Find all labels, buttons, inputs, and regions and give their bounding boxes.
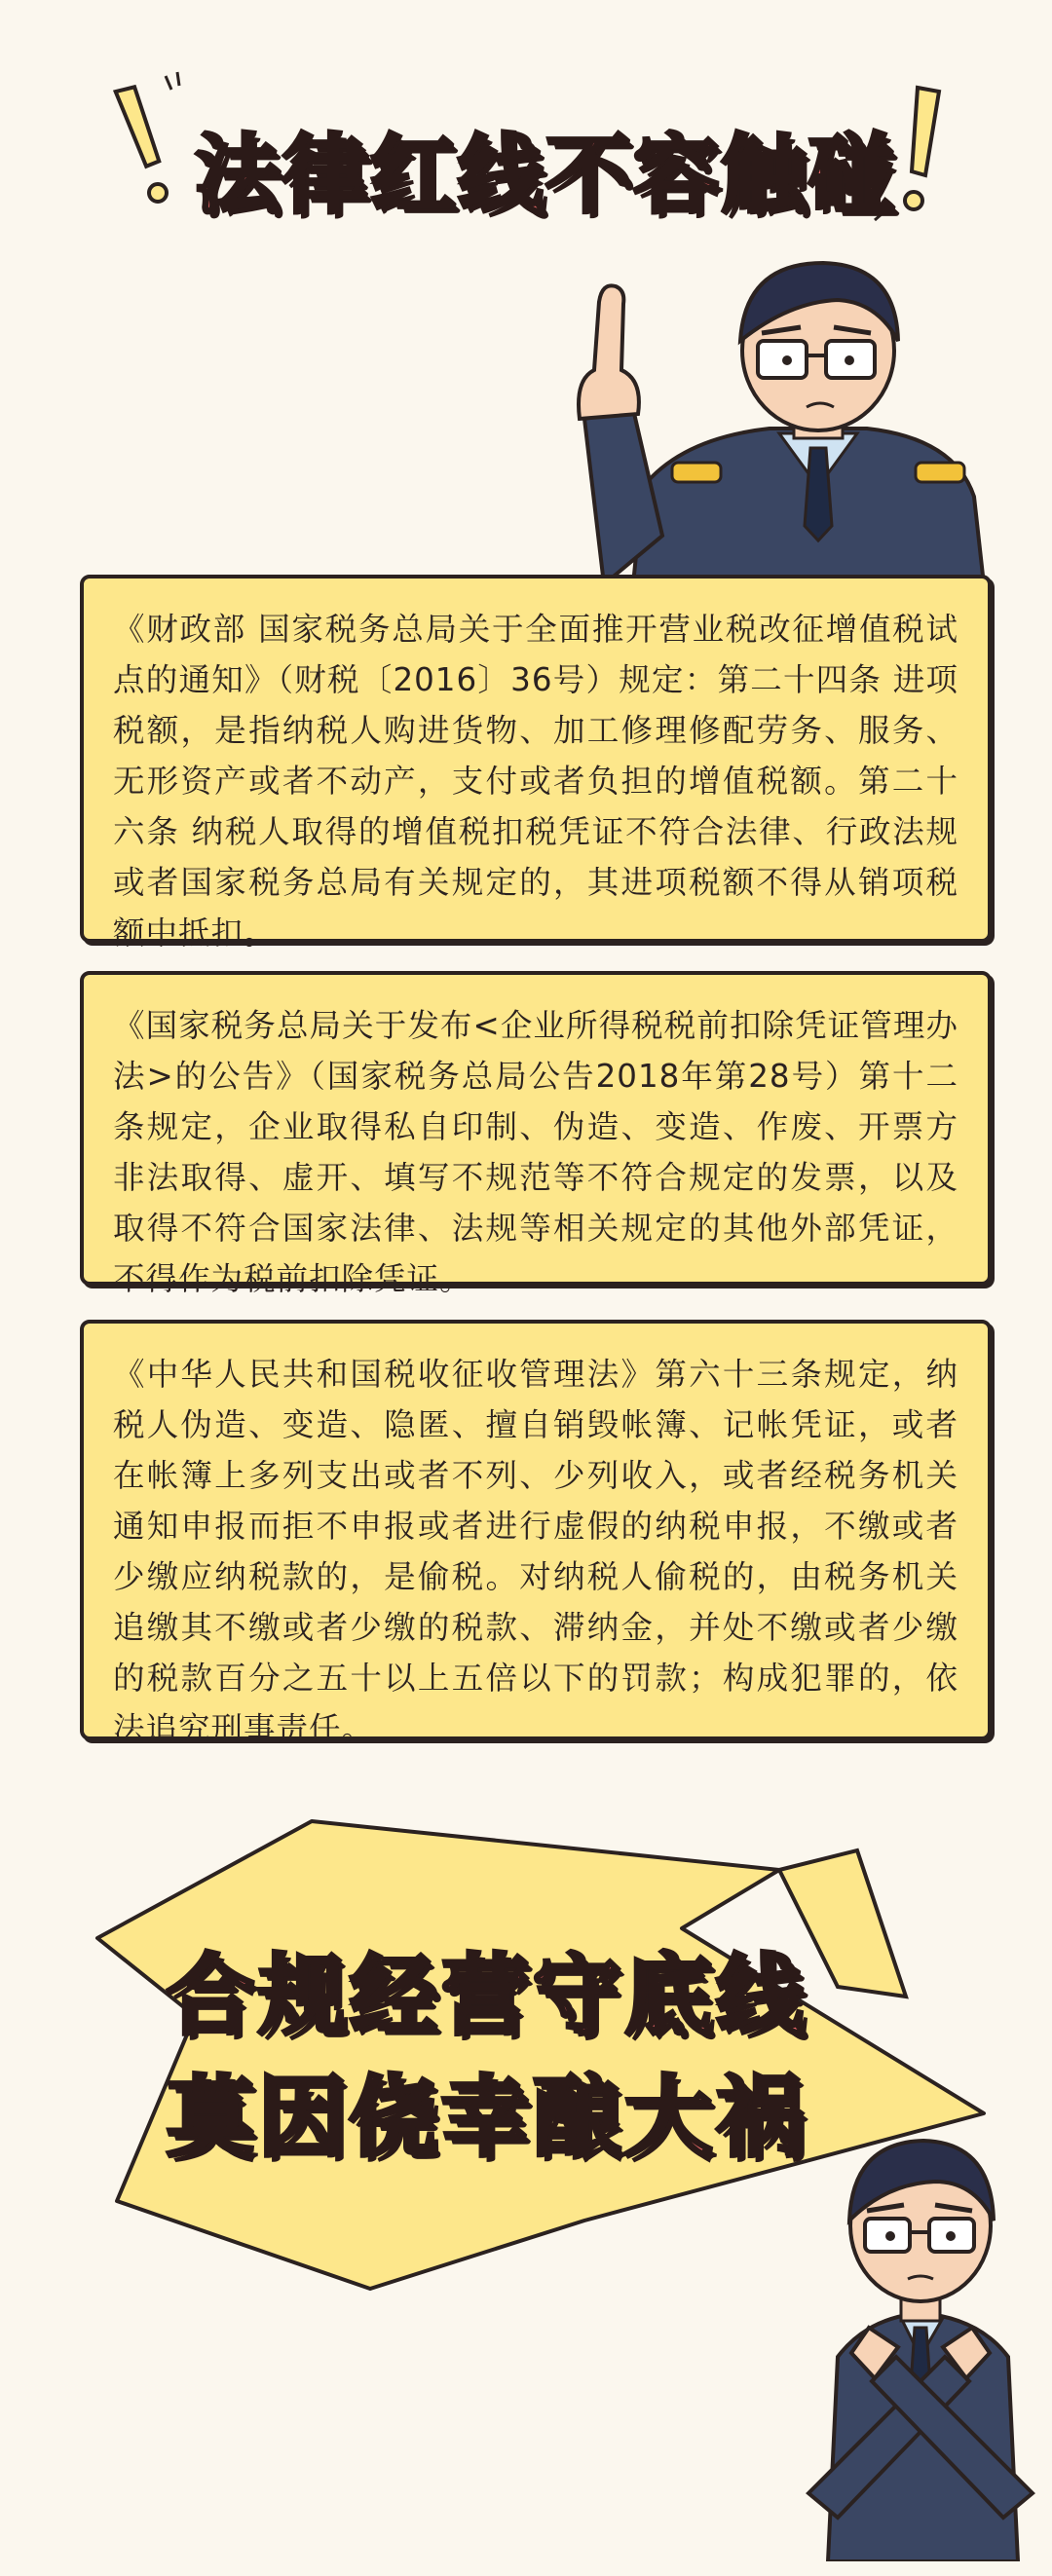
slogan-line-1: 合规经营守底线	[167, 1945, 808, 2047]
regulation-box-income-tax	[80, 971, 992, 1297]
regulation-box-vat	[80, 575, 992, 952]
regulation-box-tax-collection	[80, 1320, 992, 1747]
regulation-text: 《财政部 国家税务总局关于全面推开营业税改征增值税试点的通知》（财税〔2016〕36号）规定：第二十四条 进项税额，是指纳税人购进货物、加工修理修配劳务、服务、无形资产或者不动产，支付或者负担的增值税额。第二十六条 纳税人取得的增值税扣税凭证不符合法律、行政法规或者国家税务总局有关规定的，其进项税额不得从销项税额中抵扣。	[113, 611, 958, 952]
regulation-text: 《中华人民共和国税收征收管理法》第六十三条规定，纳税人伪造、变造、隐匿、擅自销毁帐簿、记帐凭证，或者在帐簿上多列支出或者不列、少列收入，或者经税务机关通知申报而拒不申报或者进行虚假的纳税申报，不缴或者少缴应纳税款的，是偷税。对纳税人偷税的，由税务机关追缴其不缴或者少缴的税款、滞纳金，并处不缴或者少缴的税款百分之五十以上五倍以下的罚款；构成犯罪的，依法追究刑事责任。	[113, 1356, 958, 1747]
exclamation-icon	[107, 68, 195, 214]
slogan-line-2: 莫因侥幸酿大祸	[167, 2067, 808, 2169]
officer-pointing-illustration	[545, 243, 1003, 584]
regulation-text: 《国家税务总局关于发布<企业所得税税前扣除凭证管理办法>的公告》（国家税务总局公告2018年第28号）第十二条规定，企业取得私自印制、伪造、变造、作废、开票方非法取得、虚开、填写不规范等不符合规定的发票，以及取得不符合国家法律、法规等相关规定的其他外部凭证，不得作为税前扣除凭证。	[113, 1007, 958, 1297]
officer-crossed-arms-illustration	[799, 2035, 1042, 2561]
page-title: 法律红线不容触碰	[195, 125, 897, 225]
